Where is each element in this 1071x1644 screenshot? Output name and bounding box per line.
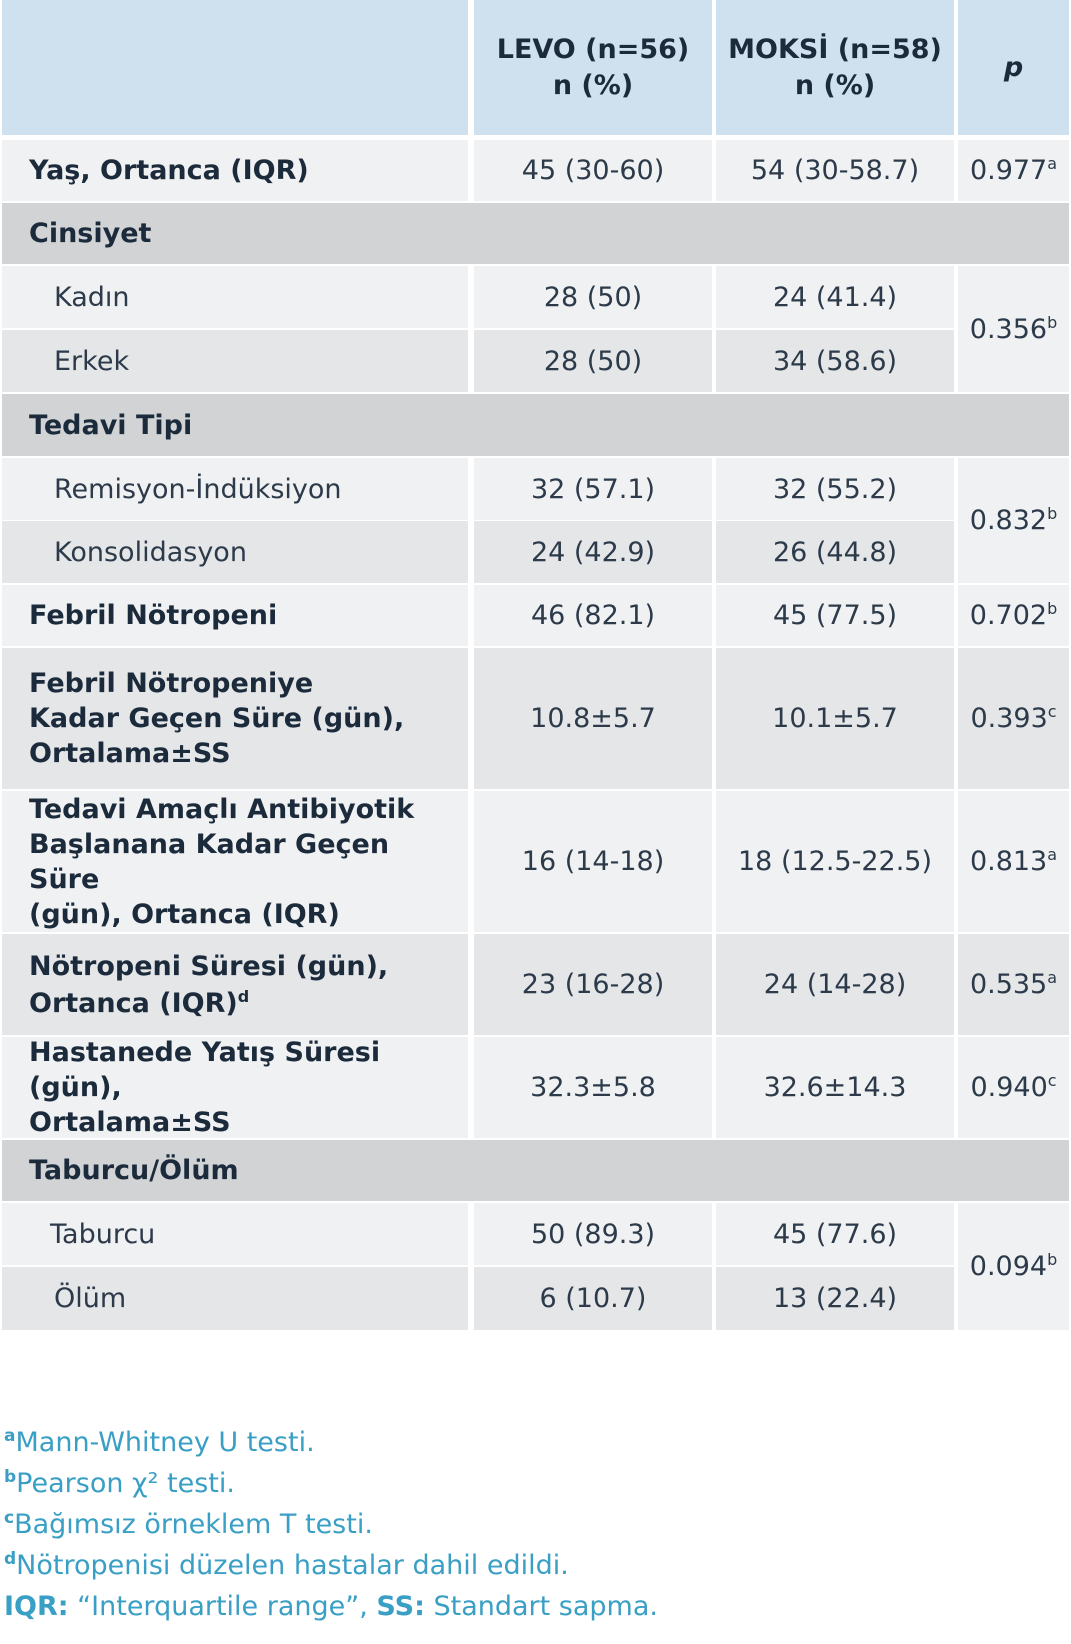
footnote-b: $^b$Pearson χ² testi. (4, 1467, 235, 1499)
p-superscript: b (1047, 504, 1058, 523)
moksi-value: 24 (14-28) (763, 969, 907, 1000)
levo-value: 32.3±5.8 (530, 1072, 656, 1103)
levo-value: 24 (42.9) (530, 536, 656, 568)
row-label: Hastanede Yatış Süresi (gün), Ortalama±SS (29, 1037, 381, 1138)
p-value: 0.094$^b$ (969, 1250, 1058, 1282)
header-p-label: p (1003, 51, 1024, 83)
section-row (0, 394, 1071, 456)
row-label: Konsolidasyon (54, 536, 247, 568)
table-row (0, 330, 1071, 392)
moksi-value: 10.1±5.7 (772, 703, 898, 734)
p-value: 0.393$^c$ (970, 702, 1057, 734)
p-superscript: c (1047, 702, 1057, 721)
levo-value: 50 (89.3) (530, 1218, 656, 1250)
footnote-a: $^a$Mann-Whitney U testi. (4, 1426, 315, 1458)
table-header-row (0, 0, 1071, 135)
header-levo (474, 0, 712, 135)
p-value: 0.832$^b$ (969, 504, 1058, 536)
moksi-value: 45 (77.5) (772, 600, 898, 631)
p-superscript: a (1047, 154, 1058, 173)
moksi-value: 32 (55.2) (772, 473, 898, 505)
row-label: Remisyon-İndüksiyon (54, 473, 342, 505)
levo-value: 6 (10.7) (539, 1283, 647, 1314)
levo-value: 46 (82.1) (530, 600, 656, 631)
section-row (0, 203, 1071, 264)
moksi-value: 24 (41.4) (772, 281, 898, 313)
table-row (0, 791, 1071, 932)
p-superscript: b (1047, 1250, 1058, 1269)
row-label: Taburcu (50, 1218, 156, 1250)
moksi-value: 13 (22.4) (772, 1283, 898, 1314)
moksi-value: 32.6±14.3 (763, 1072, 907, 1103)
footnote-abbreviations: IQR: “Interquartile range”, SS: Standart sapma. (4, 1591, 658, 1622)
levo-value: 45 (30-60) (521, 155, 665, 186)
table-row (0, 585, 1071, 646)
levo-value: 16 (14-18) (521, 846, 665, 877)
row-label: Yaş, Ortanca (IQR) (29, 155, 309, 186)
table-row (0, 1037, 1071, 1138)
p-value: 0.813$^a$ (969, 845, 1058, 877)
levo-value: 10.8±5.7 (530, 703, 656, 734)
table-row (0, 648, 1071, 789)
p-value: 0.940$^c$ (970, 1071, 1057, 1103)
row-label: Ölüm (54, 1283, 127, 1314)
p-value: 0.977$^a$ (969, 154, 1058, 186)
p-superscript: a (1047, 845, 1058, 864)
section-row (0, 1140, 1071, 1201)
table-row (0, 934, 1071, 1035)
header-p (958, 0, 1069, 135)
row-label: Tedavi Amaçlı Antibiyotik Başlanana Kadar Geçen Süre (gün), Ortanca (IQR) (29, 793, 415, 930)
p-value: 0.356$^b$ (969, 312, 1058, 345)
p-superscript: a (1047, 968, 1058, 987)
table-row (0, 140, 1071, 201)
header-levo-line2: n (%) (552, 69, 634, 101)
header-levo-line1: LEVO (n=56) (496, 33, 690, 65)
levo-value: 28 (50) (543, 345, 643, 377)
header-moksi-line2: n (%) (794, 69, 876, 101)
moksi-value: 54 (30-58.7) (750, 155, 920, 186)
levo-value: 23 (16-28) (521, 969, 665, 1000)
header-moksi-line1: MOKSİ (n=58) (728, 33, 942, 65)
row-label: Kadın (54, 281, 130, 313)
merged-p-cell (0, 1203, 1071, 1330)
p-superscript: c (1047, 1071, 1057, 1090)
footnote-c: $^c$Bağımsız örneklem T testi. (4, 1508, 373, 1540)
row-label: Febril Nötropeniye Kadar Geçen Süre (gün), Ortalama±SS (29, 668, 405, 769)
header-empty-cell (2, 0, 468, 135)
header-moksi (716, 0, 954, 135)
moksi-value: 34 (58.6) (772, 345, 898, 377)
p-value: 0.702$^b$ (969, 599, 1058, 631)
p-value: 0.535$^a$ (969, 968, 1058, 1000)
levo-value: 32 (57.1) (530, 473, 656, 505)
section-label: Cinsiyet (29, 218, 152, 249)
moksi-value: 26 (44.8) (772, 536, 898, 568)
moksi-value: 45 (77.6) (772, 1218, 898, 1250)
levo-value: 28 (50) (543, 281, 643, 313)
row-label: Febril Nötropeni (29, 600, 278, 631)
section-label: Taburcu/Ölüm (29, 1155, 239, 1186)
table-row (0, 266, 1071, 328)
section-label: Tedavi Tipi (29, 409, 193, 441)
footnote-d: $^d$Nötropenisi düzelen hastalar dahil edildi. (4, 1549, 569, 1581)
merged-p-cell (0, 458, 1071, 583)
label-superscript: d (237, 986, 250, 1006)
p-superscript: b (1047, 599, 1058, 618)
row-label: Erkek (54, 345, 130, 377)
footnotes (4, 1422, 658, 1627)
row-label: Nötropeni Süresi (gün), Ortanca (IQR)$^d$ (29, 950, 389, 1019)
p-superscript: b (1047, 312, 1058, 332)
moksi-value: 18 (12.5-22.5) (738, 846, 932, 877)
